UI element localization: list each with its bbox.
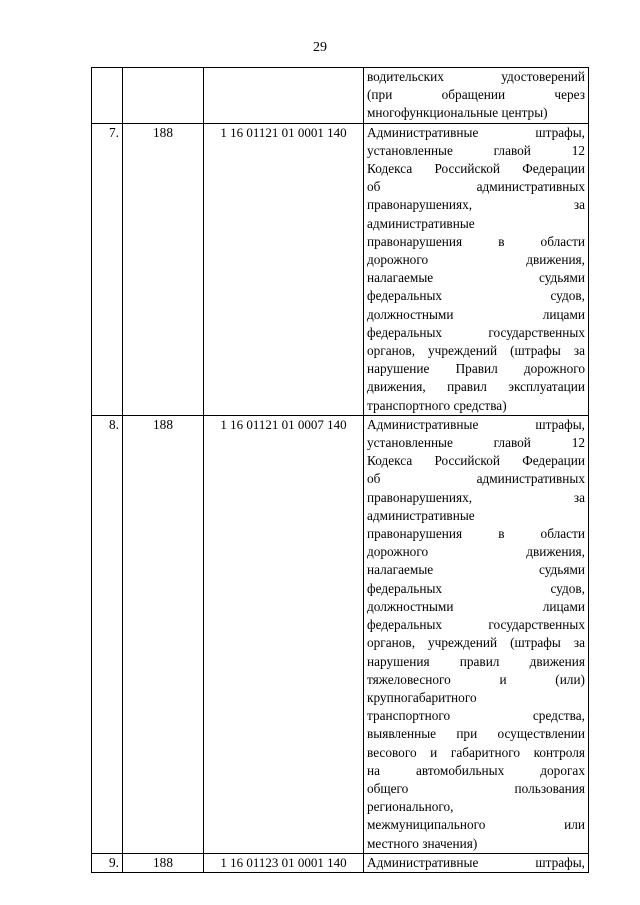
description-line (367, 525, 585, 543)
description-line (367, 452, 585, 470)
description-word: Административные (367, 124, 479, 140)
description-word: в (498, 233, 505, 249)
description-line (367, 124, 585, 142)
description-word: многофункциональные центры) (367, 105, 548, 121)
description-word: административных (476, 471, 585, 487)
description-word: государственных (488, 617, 585, 633)
description-word: органов, (367, 343, 416, 359)
description-word: (при (367, 87, 393, 103)
table-body (92, 68, 589, 873)
description-word: контроля (533, 744, 585, 760)
description-word: водительских (367, 69, 444, 84)
description-word: (штрафы (510, 343, 561, 359)
description-word: весового (367, 744, 417, 760)
description-word: пользования (514, 780, 585, 796)
description-line (367, 287, 585, 305)
description-word: нарушения (367, 653, 430, 669)
description-word: главой (493, 142, 531, 158)
description-word: судов, (550, 288, 585, 304)
description-line (367, 160, 585, 178)
description-line (367, 580, 585, 598)
description-line (367, 707, 585, 725)
description-word: обращении (441, 87, 506, 103)
description-word: средства, (532, 708, 585, 724)
description-line (367, 598, 585, 616)
page-number: 29 (313, 40, 327, 55)
description-word: при (456, 726, 478, 742)
description-word: за (573, 635, 585, 651)
kbk-code-cell (204, 68, 364, 124)
description-word: лицами (542, 598, 585, 614)
description-line (367, 689, 585, 707)
description-line (367, 68, 585, 86)
description-line (367, 744, 585, 762)
table-row (92, 853, 589, 872)
description-word: в (498, 526, 505, 542)
description-line (367, 378, 585, 396)
description-cell (364, 415, 589, 853)
description-word: дорожного (367, 544, 429, 560)
description-word: штрафы, (535, 854, 585, 870)
description-word: Российской (434, 161, 500, 177)
description-word: Кодекса (367, 453, 413, 469)
row-number-cell: 7. (92, 123, 123, 415)
description-word: судов, (550, 580, 585, 596)
description-word: эксплуатации (508, 379, 585, 395)
description-word: области (540, 526, 585, 542)
description-word: учреждений (428, 635, 498, 651)
description-line (367, 762, 585, 780)
description-cell (364, 853, 589, 872)
description-line (367, 470, 585, 488)
description-line (367, 798, 585, 816)
description-word: дорожного (367, 252, 429, 268)
description-word: нарушение (367, 361, 430, 377)
description-word: налагаемые (367, 562, 434, 578)
description-word: федеральных (367, 580, 443, 596)
description-word: на (367, 762, 381, 778)
description-line (367, 306, 585, 324)
table-row (92, 415, 589, 853)
description-line (367, 616, 585, 634)
description-word: Административные (367, 416, 479, 432)
description-line (367, 780, 585, 798)
description-word: (штрафы (510, 635, 561, 651)
description-word: тяжеловесного (367, 671, 451, 687)
row-number-cell: 9. (92, 853, 123, 872)
description-line (367, 816, 585, 834)
description-word: правонарушения (367, 233, 463, 249)
description-line (367, 434, 585, 452)
description-word: межмуниципального (367, 817, 486, 833)
description-word: через (554, 87, 585, 103)
description-word: федеральных (367, 617, 443, 633)
description-line (367, 360, 585, 378)
table-row (92, 123, 589, 415)
description-line (367, 507, 585, 525)
description-word: области (540, 233, 585, 249)
description-word: движения, (526, 252, 585, 268)
description-line (367, 104, 585, 122)
description-cell (364, 123, 589, 415)
description-word: судьями (538, 270, 585, 286)
description-line (367, 725, 585, 743)
description-word: дорожного (523, 361, 585, 377)
description-line (367, 269, 585, 287)
kbk-code-cell: 1 16 01121 01 0007 140 (204, 415, 364, 853)
description-word: установленные (367, 142, 453, 158)
description-word: 12 (571, 435, 585, 451)
description-word: габаритного (450, 744, 521, 760)
description-line (367, 142, 585, 160)
description-word: движения (529, 653, 585, 669)
kbk-code-cell: 1 16 01121 01 0001 140 (204, 123, 364, 415)
description-word: об (367, 179, 381, 195)
description-line (367, 671, 585, 689)
description-word: штрафы, (535, 416, 585, 432)
description-line (367, 324, 585, 342)
description-word: правонарушения (367, 526, 463, 542)
admin-code-cell (123, 68, 204, 124)
description-word: Кодекса (367, 161, 413, 177)
description-cell (364, 68, 589, 124)
description-line (367, 561, 585, 579)
description-line (367, 233, 585, 251)
description-word: дорогах (540, 762, 585, 778)
description-line (367, 251, 585, 269)
description-word: транспортного (367, 708, 451, 724)
description-word: крупногабаритного (367, 689, 477, 705)
description-word: административные (367, 507, 475, 523)
description-word: транспортного средства) (367, 397, 507, 413)
description-word: Федерации (522, 161, 585, 177)
description-word: автомобильных (416, 762, 505, 778)
description-word: Российской (434, 453, 500, 469)
description-line (367, 489, 585, 507)
description-word: осуществлении (497, 726, 585, 742)
description-word: правил (447, 379, 487, 395)
description-line (367, 543, 585, 561)
row-number-cell: 8. (92, 415, 123, 853)
description-line (367, 634, 585, 652)
description-word: или (564, 817, 585, 833)
description-word: движения, (526, 544, 585, 560)
description-word: Правил (455, 361, 498, 377)
description-word: удостоверений (501, 69, 585, 84)
description-word: лицами (542, 306, 585, 322)
description-line (367, 196, 585, 214)
description-word: выявленные (367, 726, 437, 742)
description-word: правонарушениях, (367, 489, 473, 505)
description-word: налагаемые (367, 270, 434, 286)
description-word: правил (459, 653, 500, 669)
description-word: административные (367, 215, 475, 231)
description-line (367, 835, 585, 853)
description-word: за (573, 197, 585, 213)
admin-code-cell: 188 (123, 415, 204, 853)
description-line (367, 215, 585, 233)
description-word: и (499, 671, 507, 687)
description-line (367, 397, 585, 415)
description-word: должностными (367, 598, 454, 614)
description-word: должностными (367, 306, 454, 322)
description-line (367, 416, 585, 434)
kbk-code-cell: 1 16 01123 01 0001 140 (204, 853, 364, 872)
description-word: правонарушениях, (367, 197, 473, 213)
description-line (367, 178, 585, 196)
description-line (367, 653, 585, 671)
description-word: за (573, 489, 585, 505)
description-word: установленные (367, 435, 453, 451)
description-word: за (573, 343, 585, 359)
description-word: (или) (555, 671, 585, 687)
description-word: главой (493, 435, 531, 451)
description-word: общего (367, 780, 409, 796)
description-word: местного значения) (367, 835, 478, 851)
description-word: органов, (367, 635, 416, 651)
description-word: штрафы, (535, 124, 585, 140)
description-word: об (367, 471, 381, 487)
admin-code-cell: 188 (123, 853, 204, 872)
description-word: и (430, 744, 438, 760)
admin-code-cell: 188 (123, 123, 204, 415)
table-row (92, 68, 589, 124)
description-word: государственных (488, 324, 585, 340)
description-word: регионального, (367, 799, 454, 815)
description-line (367, 854, 585, 872)
description-word: административных (476, 179, 585, 195)
row-number-cell (92, 68, 123, 124)
description-word: федеральных (367, 324, 443, 340)
description-word: движения, (367, 379, 426, 395)
description-word: Административные (367, 854, 479, 870)
kbk-table (91, 67, 589, 873)
description-word: 12 (571, 142, 585, 158)
description-line (367, 342, 585, 360)
description-line (367, 86, 585, 104)
description-word: федеральных (367, 288, 443, 304)
description-word: учреждений (428, 343, 498, 359)
description-word: Федерации (522, 453, 585, 469)
description-word: судьями (538, 562, 585, 578)
